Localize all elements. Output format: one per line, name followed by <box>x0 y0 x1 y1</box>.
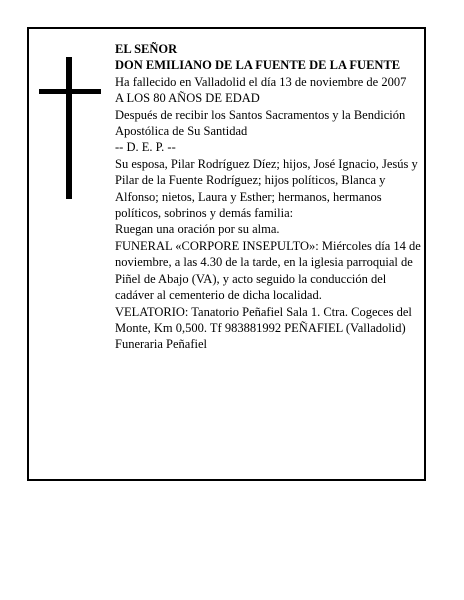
sacraments-statement: Después de recibir los Santos Sacramentos y la Bendición Apostólica de Su Santidad <box>115 107 406 139</box>
notice-text <box>115 41 421 353</box>
cross-vertical-bar <box>66 57 72 199</box>
deceased-name: DON EMILIANO DE LA FUENTE DE LA FUENTE <box>115 58 401 73</box>
wake-details: VELATORIO: Tanatorio Peñafiel Sala 1. Ctra. Cogeces del Monte, Km 0,500. Tf 983881992 PEÑAFIEL (Valladolid) <box>115 304 412 335</box>
passing-statement: Ha fallecido en Valladolid el día 13 de noviembre de 2007 <box>115 74 407 89</box>
rip-line: -- D. E. P. -- <box>115 140 176 155</box>
deceased-title: EL SEÑOR <box>115 42 178 56</box>
age-statement: A LOS 80 AÑOS DE EDAD <box>115 91 260 106</box>
obituary-notice <box>27 27 426 481</box>
funeral-details: FUNERAL «CORPORE INSEPULTO»: Miércoles día 14 de noviembre, a las 4.30 de la tarde, en la iglesia parroquial de Piñel de Abajo (VA), y acto seguido la conducción del cadáver al cementerio de dicha localidad. <box>115 238 421 303</box>
cross-horizontal-bar <box>39 89 101 94</box>
funeral-home: Funeraria Peñafiel <box>115 337 207 352</box>
family-list: Su esposa, Pilar Rodríguez Díez; hijos, José Ignacio, Jesús y Pilar de la Fuente Rodríguez; hijos políticos, Blanca y Alfonso; nietos, Laura y Esther; hermanos, hermanos políticos, sobrinos y demás familia: <box>115 156 418 221</box>
prayer-request: Ruegan una oración por su alma. <box>115 222 280 237</box>
cross-icon <box>39 57 101 199</box>
